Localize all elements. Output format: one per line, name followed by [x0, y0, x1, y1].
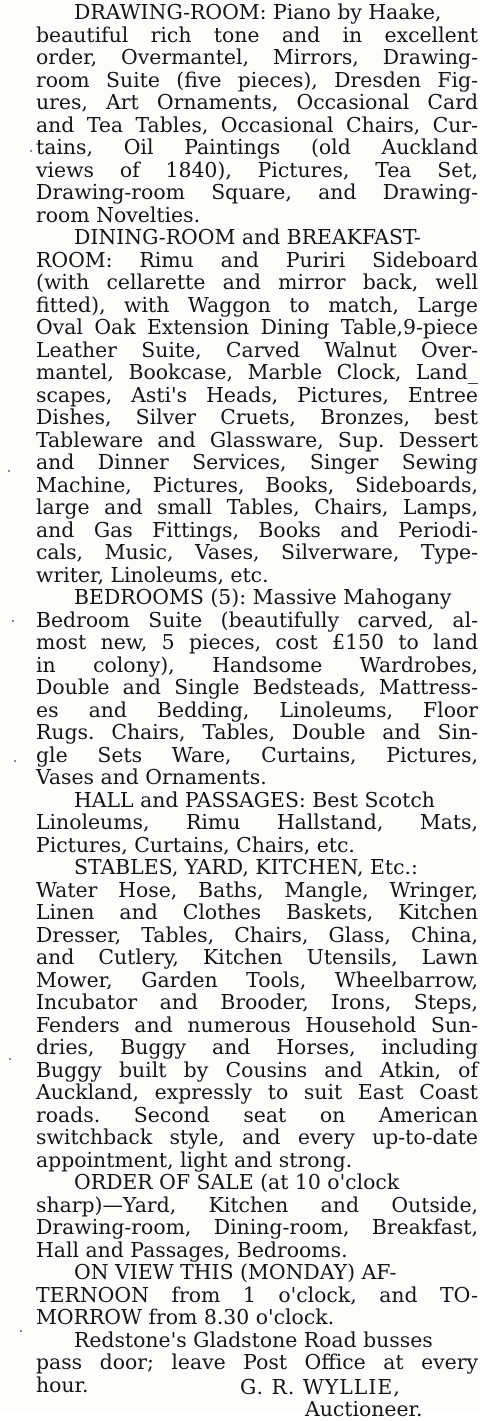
text-line: order, Overmantel, Mirrors, Drawing- — [36, 45, 478, 69]
text-line: switchback style, and every up-to-date — [36, 1125, 478, 1149]
text-line: (with cellarette and mirror back, well — [36, 270, 478, 294]
auction-advertisement-text — [36, 1, 480, 1396]
text-line: Linen and Clothes Baskets, Kitchen — [36, 900, 478, 924]
auctioneer-name: G. R. WYLLIE, — [240, 1375, 401, 1399]
text-line: Linoleums, Rimu Hallstand, Mats, — [36, 810, 478, 834]
text-line: in colony), Handsome Wardrobes, — [36, 652, 478, 677]
text-line: most new, 5 pieces, cost £150 to land — [36, 630, 478, 654]
text-line: Mower, Garden Tools, Wheelbarrow, — [36, 967, 478, 992]
text-line: Rugs. Chairs, Tables, Double and Sin- — [36, 720, 478, 744]
text-line: Vases and Ornaments. — [36, 765, 267, 789]
text-line: cals, Music, Vases, Silverware, Type- — [36, 540, 478, 564]
text-line: hour. — [36, 1372, 89, 1397]
text-line: Machine, Pictures, Books, Sideboards, — [36, 472, 478, 497]
text-line: sharp)—Yard, Kitchen and Outside, — [36, 1192, 478, 1217]
text-line: room Suite (five pieces), Dresden Fig- — [36, 67, 478, 92]
text-line: dries, Buggy and Horses, including — [36, 1035, 478, 1059]
text-line: room Novelties. — [36, 202, 201, 227]
paper-speck — [9, 1058, 11, 1060]
text-line: Fenders and numerous Household Sun- — [36, 1012, 478, 1037]
text-line: BEDROOMS (5): Massive Mahogany — [74, 585, 452, 609]
text-line: and Gas Fittings, Books and Periodi- — [36, 517, 478, 542]
text-line: Auckland, expressly to suit East Coast — [36, 1080, 478, 1104]
text-line: ON VIEW THIS (MONDAY) AF- — [74, 1260, 397, 1284]
text-line: Dresser, Tables, Chairs, Glass, China, — [36, 922, 478, 947]
text-line: and Dinner Services, Singer Sewing — [36, 450, 478, 474]
text-line: ROOM: Rimu and Puriri Sideboard — [36, 247, 478, 272]
text-line: Double and Single Bedsteads, Mattress- — [36, 675, 478, 699]
text-line: Tableware and Glassware, Sup. Dessert — [36, 427, 478, 452]
text-line: HALL and PASSAGES: Best Scotch — [74, 787, 435, 812]
text-line: Buggy built by Cousins and Atkin, of — [36, 1057, 478, 1082]
text-line: Redstone's Gladstone Road busses — [74, 1327, 433, 1352]
text-line: es and Bedding, Linoleums, Floor — [36, 697, 478, 722]
text-line: ures, Art Ornaments, Occasional Card — [36, 90, 478, 114]
text-line: beautiful rich tone and in excellent — [36, 22, 478, 47]
text-line: scapes, Asti's Heads, Pictures, Entree — [36, 382, 478, 407]
text-line: Dishes, Silver Cruets, Bronzes, best — [36, 405, 478, 429]
paper-speck — [30, 150, 32, 152]
text-line: DRAWING-ROOM: Piano by Haake, — [74, 0, 442, 24]
paper-speck — [8, 470, 10, 472]
text-line: Water Hose, Baths, Mangle, Wringer, — [36, 877, 478, 902]
text-line: STABLES, YARD, KITCHEN, Etc.: — [74, 855, 418, 879]
text-line: Oval Oak Extension Dining Table,9-piece — [36, 315, 478, 339]
text-line: large and small Tables, Chairs, Lamps, — [36, 495, 478, 519]
text-line: mantel, Bookcase, Marble Clock, Land_ — [36, 360, 478, 384]
text-line: DINING-ROOM and BREAKFAST- — [74, 225, 421, 249]
text-line: and Cutlery, Kitchen Utensils, Lawn — [36, 945, 478, 969]
text-line: Hall and Passages, Bedrooms. — [36, 1237, 348, 1262]
text-line: appointment, light and strong. — [36, 1147, 353, 1172]
paper-speck — [14, 760, 16, 762]
text-line: fitted), with Waggon to match, Large — [36, 292, 478, 317]
text-line: MORROW from 8.30 o'clock. — [36, 1305, 335, 1329]
text-line: gle Sets Ware, Curtains, Pictures, — [36, 742, 478, 767]
paper-speck — [20, 1330, 22, 1332]
text-line: ORDER OF SALE (at 10 o'clock — [74, 1170, 400, 1194]
paper-speck — [12, 620, 14, 622]
text-line: roads. Second seat on American — [36, 1102, 478, 1127]
text-line: writer, Linoleums, etc. — [36, 562, 269, 587]
text-line: Leather Suite, Carved Walnut Over- — [36, 337, 478, 362]
text-line: Drawing-room, Dining-room, Breakfast, — [36, 1215, 478, 1239]
text-line: Bedroom Suite (beautifully carved, al- — [36, 607, 478, 632]
text-line: Drawing-room Square, and Drawing- — [36, 180, 478, 204]
text-line: views of 1840), Pictures, Tea Set, — [36, 157, 478, 182]
text-line: and Tea Tables, Occasional Chairs, Cur- — [36, 112, 478, 137]
text-line: tains, Oil Paintings (old Auckland — [36, 135, 478, 159]
auctioneer-title: Auctioneer. — [305, 1397, 423, 1421]
text-line: pass door; leave Post Office at every — [36, 1350, 478, 1374]
text-line: Incubator and Brooder, Irons, Steps, — [36, 990, 478, 1014]
text-line: TERNOON from 1 o'clock, and TO- — [36, 1282, 478, 1307]
text-line: Pictures, Curtains, Chairs, etc. — [36, 832, 355, 857]
